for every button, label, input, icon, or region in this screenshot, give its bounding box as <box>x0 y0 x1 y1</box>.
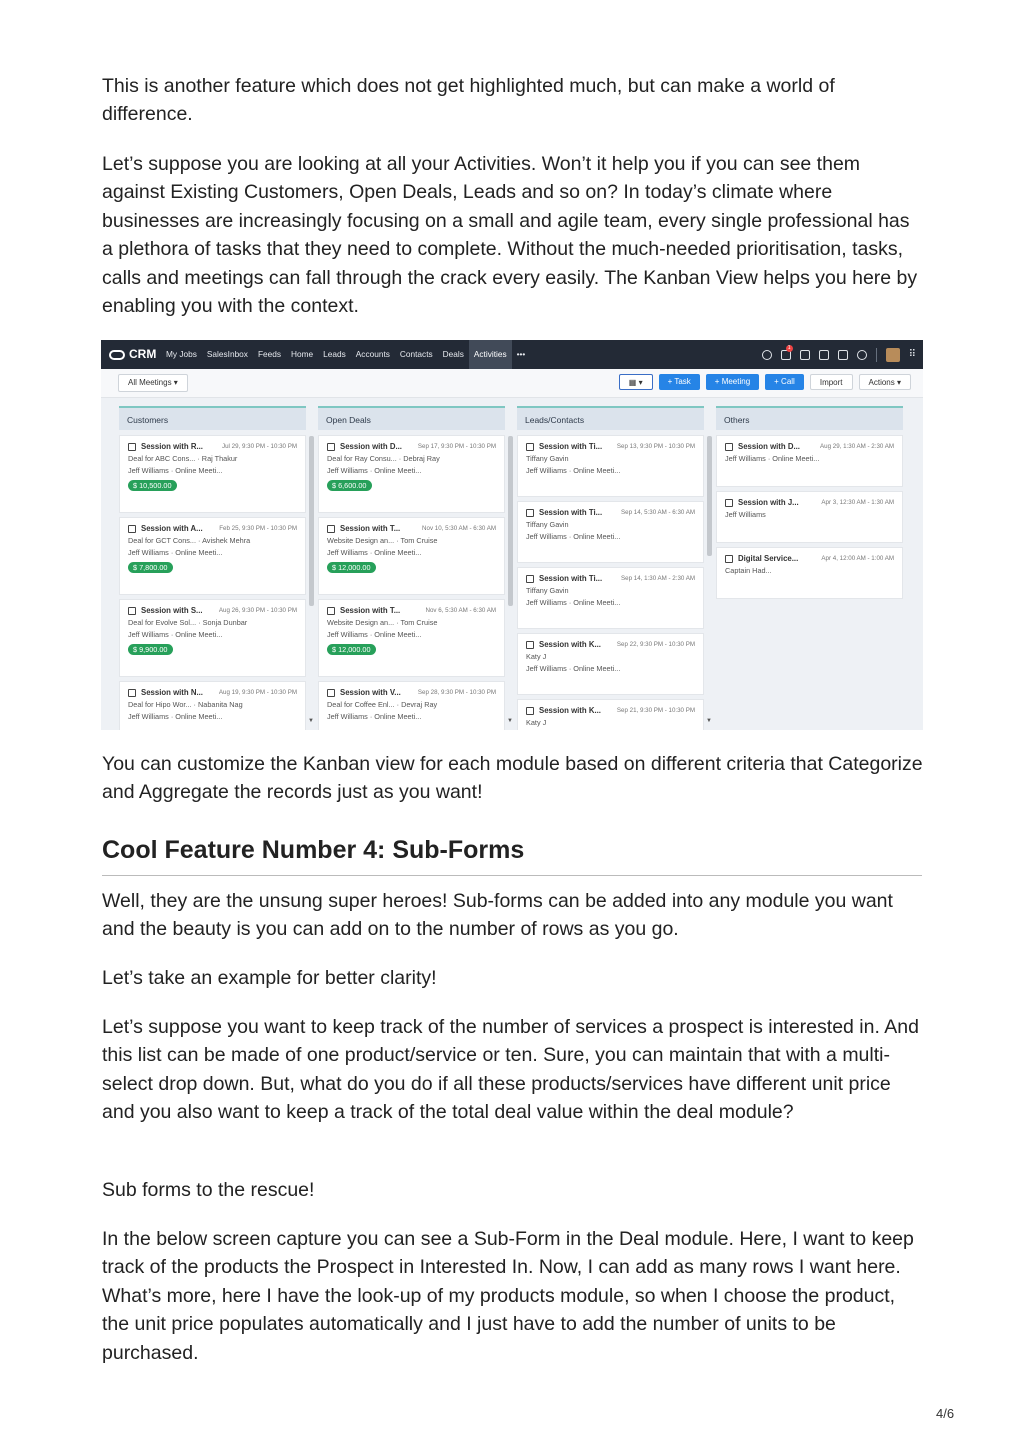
card-related: Deal for Coffee Enl... · Devraj Ray <box>327 700 438 709</box>
card-related: Deal for Ray Consu... · Debraj Ray <box>327 454 440 463</box>
scroll-down-arrow[interactable]: ▼ <box>507 718 513 724</box>
activity-card[interactable] <box>517 699 704 730</box>
card-owner: Jeff Williams · Online Meeti... <box>526 466 621 475</box>
avatar[interactable] <box>886 348 900 362</box>
card-time: Aug 19, 9:30 PM - 10:30 PM <box>218 689 297 696</box>
deal-amount-badge: $ 10,500.00 <box>128 480 177 491</box>
card-owner: Jeff Williams · Online Meeti... <box>327 466 422 475</box>
kanban-view-toggle[interactable] <box>619 374 653 390</box>
activity-card[interactable] <box>318 681 505 730</box>
card-time: Sep 17, 9:30 PM - 10:30 PM <box>417 443 496 450</box>
card-related: Tiffany Gavin <box>526 454 569 463</box>
card-time: Nov 10, 5:30 AM - 6:30 AM <box>422 525 496 532</box>
nav-contacts[interactable]: Contacts <box>399 349 433 359</box>
nav-leads[interactable]: Leads <box>323 349 346 359</box>
card-owner: Jeff Williams · Online Meeti... <box>725 454 820 463</box>
subforms-intro-paragraph: Well, they are the unsung super heroes! Sub-forms can be added into any module you want and the beauty is you can add on to the number of rows as you go. <box>102 890 893 941</box>
card-related: Tiffany Gavin <box>526 520 569 529</box>
crm-top-bar <box>101 340 923 369</box>
card-time: Jul 29, 9:30 PM - 10:30 PM <box>222 443 297 450</box>
card-time: Feb 25, 9:30 PM - 10:30 PM <box>219 525 297 532</box>
activity-card[interactable] <box>318 599 505 677</box>
card-time: Apr 3, 12:30 AM - 1:30 AM <box>821 499 894 506</box>
kanban-column-open-deals <box>318 406 513 730</box>
column-scrollbar[interactable] <box>309 436 314 606</box>
screen-capture-paragraph: In the below screen capture you can see a Sub-Form in the Deal module. Here, I want to keep track of the products the Prospect in Interested In. Now, I can add as many rows I want here. What’s more, here I have the look-up of my products module, so when I choose the product, the unit price populates automatically and I just have to add the number of units to be purchased. <box>102 1228 914 1364</box>
card-title: Session with N... <box>141 688 203 697</box>
scroll-down-arrow[interactable]: ▼ <box>706 718 712 724</box>
search-icon[interactable] <box>762 350 772 360</box>
nav-feeds[interactable]: Feeds <box>257 349 282 359</box>
kanban-toggle-caret: ▾ <box>638 378 643 387</box>
card-time: Sep 22, 9:30 PM - 10:30 PM <box>616 641 695 648</box>
crm-nav <box>161 340 530 369</box>
card-time: Sep 21, 9:30 PM - 10:30 PM <box>616 707 695 714</box>
card-title: Session with S... <box>141 606 203 615</box>
card-time: Nov 6, 5:30 AM - 6:30 AM <box>425 607 496 614</box>
section-heading: Cool Feature Number 4: Sub-Forms <box>102 836 525 864</box>
column-header: Open Deals <box>318 406 505 430</box>
activity-card[interactable] <box>716 547 903 599</box>
card-title: Session with K... <box>539 706 601 715</box>
nav-deals[interactable]: Deals <box>442 349 464 359</box>
calendar-icon <box>327 525 335 533</box>
column-scrollbar[interactable] <box>508 436 513 606</box>
deal-amount-badge: $ 6,600.00 <box>327 480 372 491</box>
card-time: Sep 14, 5:30 AM - 6:30 AM <box>621 509 695 516</box>
card-related: Deal for Hipo Wor... · Nabanita Nag <box>128 700 243 709</box>
example-paragraph: Let’s take an example for better clarity! <box>102 967 437 989</box>
card-related: Deal for Evolve Sol... · Sonja Dunbar <box>128 618 248 627</box>
nav-salesinbox[interactable]: SalesInbox <box>206 349 248 359</box>
notification-badge: 1 <box>786 345 793 352</box>
column-header: Customers <box>119 406 306 430</box>
activity-card[interactable] <box>517 633 704 695</box>
card-owner: Jeff Williams · Online Meeti... <box>128 630 223 639</box>
kanban-icon: ▦ <box>628 378 639 387</box>
nav-activities[interactable]: Activities <box>469 340 512 369</box>
card-title: Session with T... <box>340 606 401 615</box>
activity-card[interactable] <box>119 435 306 513</box>
card-time: Apr 4, 12:00 AM - 1:00 AM <box>821 555 894 562</box>
card-time: Sep 13, 9:30 PM - 10:30 PM <box>616 443 695 450</box>
nav-my-jobs[interactable]: My Jobs <box>166 349 197 359</box>
card-title: Digital Service... <box>738 554 799 563</box>
deal-amount-badge: $ 7,800.00 <box>128 562 173 573</box>
card-related: Katy J <box>526 652 547 661</box>
card-title: Session with Ti... <box>539 508 603 517</box>
deal-amount-badge: $ 9,900.00 <box>128 644 173 655</box>
heading-divider <box>102 875 922 876</box>
column-header: Others <box>716 406 903 430</box>
card-related: Captain Had... <box>725 566 772 575</box>
activity-card[interactable] <box>119 599 306 677</box>
card-title: Session with K... <box>539 640 601 649</box>
column-scrollbar[interactable] <box>707 436 712 556</box>
activity-card[interactable] <box>716 491 903 543</box>
toolbar-divider <box>876 348 877 362</box>
calendar-icon <box>128 443 136 451</box>
activity-card[interactable] <box>517 435 704 497</box>
crm-logo[interactable] <box>109 347 156 361</box>
card-title: Session with V... <box>340 688 401 697</box>
activity-card[interactable] <box>517 567 704 629</box>
deal-amount-badge: $ 12,000.00 <box>327 644 376 655</box>
card-owner: Jeff Williams · Online Meeti... <box>526 664 621 673</box>
card-owner: Jeff Williams · Online Meeti... <box>128 466 223 475</box>
services-paragraph: Let’s suppose you want to keep track of the number of services a prospect is interested in. And this list can be made of one product/service or ten. Sure, you can maintain that with a multi-select drop down. But, what do you do if all these products/services have different unit price and you also want to keep a track of the total deal value within the deal module? <box>102 1016 919 1124</box>
kanban-column-leads-contacts <box>517 406 712 730</box>
card-time: Aug 26, 9:30 PM - 10:30 PM <box>218 607 297 614</box>
card-time: Aug 29, 1:30 AM - 2:30 AM <box>820 443 894 450</box>
card-owner: Jeff Williams · Online Meeti... <box>128 548 223 557</box>
card-owner: Jeff Williams · Online Meeti... <box>526 532 621 541</box>
calendar-icon <box>128 689 136 697</box>
page-number: 4/6 <box>936 1406 955 1421</box>
card-related: Deal for ABC Cons... · Raj Thakur <box>128 454 238 463</box>
card-title: Session with J... <box>738 498 799 507</box>
calendar-icon <box>526 509 534 517</box>
card-owner: Jeff Williams · Online Meeti... <box>327 548 422 557</box>
card-time: Sep 14, 1:30 AM - 2:30 AM <box>621 575 695 582</box>
card-title: Session with Ti... <box>539 574 603 583</box>
crm-logo-text: CRM <box>129 347 157 361</box>
card-owner: Jeff Williams · Online Meeti... <box>327 630 422 639</box>
calendar-icon <box>725 443 733 451</box>
add-call-button[interactable]: + Call <box>765 374 804 390</box>
card-title: Session with A... <box>141 524 203 533</box>
add-meeting-button[interactable]: + Meeting <box>706 374 759 390</box>
calendar-icon <box>526 641 534 649</box>
calendar-icon <box>526 707 534 715</box>
card-owner: Jeff Williams · Online Meeti... <box>327 712 422 721</box>
calendar-icon <box>526 575 534 583</box>
activity-card[interactable] <box>119 517 306 595</box>
bell-icon[interactable] <box>781 344 791 360</box>
add-task-button[interactable]: + Task <box>659 374 700 390</box>
gear-icon[interactable] <box>857 350 867 360</box>
calendar-icon <box>128 607 136 615</box>
nav-more[interactable]: ••• <box>516 349 526 359</box>
activity-card[interactable] <box>716 435 903 487</box>
card-title: Session with T... <box>340 524 401 533</box>
calendar-icon <box>327 607 335 615</box>
add-icon[interactable] <box>800 350 810 360</box>
mail-icon[interactable] <box>838 350 848 360</box>
view-filter-dropdown[interactable]: All Meetings ▾ <box>118 374 188 392</box>
calendar-icon <box>725 555 733 563</box>
card-owner: Jeff Williams <box>725 510 766 519</box>
calendar-icon <box>327 689 335 697</box>
app-grid-icon[interactable]: ⠿ <box>908 349 915 360</box>
crm-logo-icon <box>109 350 125 360</box>
calendar-icon <box>128 525 136 533</box>
rescue-paragraph: Sub forms to the rescue! <box>102 1179 315 1201</box>
activity-card[interactable] <box>517 501 704 563</box>
actions-dropdown[interactable]: Actions ▾ <box>859 374 911 390</box>
deal-amount-badge: $ 12,000.00 <box>327 562 376 573</box>
card-title: Session with D... <box>738 442 800 451</box>
card-related: Website Design an... · Tom Cruise <box>327 618 438 627</box>
calendar-icon <box>526 443 534 451</box>
card-title: Session with D... <box>340 442 402 451</box>
calendar-icon <box>725 499 733 507</box>
activity-card[interactable] <box>318 517 505 595</box>
import-button[interactable]: Import <box>810 374 853 390</box>
intro-paragraph: This is another feature which does not get highlighted much, but can make a world of difference. <box>102 75 835 126</box>
crm-toolbar <box>762 340 915 369</box>
action-buttons <box>619 374 911 390</box>
calendar-icon[interactable] <box>819 350 829 360</box>
activity-card[interactable] <box>318 435 505 513</box>
card-related: Tiffany Gavin <box>526 586 569 595</box>
card-title: Session with R... <box>141 442 203 451</box>
kanban-column-customers <box>119 406 314 730</box>
crm-kanban-screenshot <box>101 340 923 730</box>
activities-paragraph: Let’s suppose you are looking at all your Activities. Won’t it help you if you can see them against Existing Customers, Open Deals, Leads and so on? In today’s climate where businesses are increasingly focusing on a small and agile team, every single professional has a plethora of tasks that they need to complete. Without the much-needed prioritisation, tasks, calls and meetings can fall through the crack every easily. The Kanban View helps you here by enabling you with the context. <box>102 153 918 318</box>
calendar-icon <box>327 443 335 451</box>
card-owner: Jeff Williams · Online Meeti... <box>526 598 621 607</box>
nav-accounts[interactable]: Accounts <box>355 349 390 359</box>
scroll-down-arrow[interactable]: ▼ <box>308 718 314 724</box>
nav-home[interactable]: Home <box>291 349 314 359</box>
card-time: Sep 28, 9:30 PM - 10:30 PM <box>417 689 496 696</box>
activity-card[interactable] <box>119 681 306 730</box>
kanban-column-others <box>716 406 903 730</box>
card-related: Website Design an... · Tom Cruise <box>327 536 438 545</box>
kanban-customize-paragraph: You can customize the Kanban view for each module based on different criteria that Categorize and Aggregate the records just as you want! <box>102 753 923 804</box>
crm-sub-bar <box>101 369 923 398</box>
card-owner: Jeff Williams · Online Meeti... <box>128 712 223 721</box>
card-title: Session with Ti... <box>539 442 603 451</box>
column-header: Leads/Contacts <box>517 406 704 430</box>
card-related: Katy J <box>526 718 547 727</box>
card-related: Deal for GCT Cons... · Avishek Mehra <box>128 536 251 545</box>
